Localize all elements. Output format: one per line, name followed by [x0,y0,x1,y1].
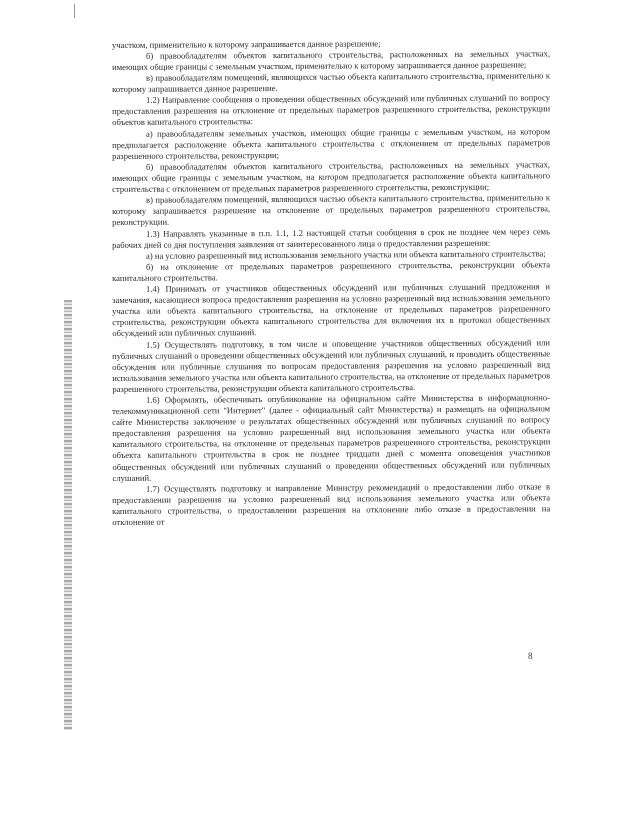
paragraph: участком, применительно к которому запрашивается данное разрешение; [112,38,381,50]
paragraph: 1.3) Направлять указанные в п.п. 1.1, 1.2 настоящей статьи сообщения в срок не позднее чем через семь рабочих дней со дня поступления заявления от заинтересованного лица о предоставлении разрешения: [112,225,551,250]
paragraph: б) правообладателям объектов капитального строительства, расположенных на земельных участках, имеющих общие границы с земельным участком, применительно к которому запрашивается данное разрешение; [112,48,551,73]
paragraph: а) правообладателям земельных участков, имеющих общие границы с земельным участком, на котором предполагается расположение объекта капитального строительства с отклонением от предельных параметров разрешенного строительства, реконструкции; [112,126,551,161]
paragraph: 1.2) Направление сообщения о проведении общественных обсуждений или публичных слушаний по вопросу предоставления разрешения на отклонение от предельных параметров разрешенного строительства, реконструкции объектов капитального строительства: [112,92,551,128]
paragraph: б) правообладателям объектов капитального строительства, расположенных на земельных участках, имеющих общие границы с земельным участком, на котором предполагается расположение объекта капитального строительства с отклонением от предельных параметров разрешенного строительства, реконструкции; [112,159,551,195]
paragraph: 1.5) Осуществлять подготовку, в том числе и оповещение участников общественных обсуждений или публичных слушаний о проведении общественных обсуждений или публичных слушаний, и проводить общественные обсуждения или публичные слушания по вопросам предоставления разрешения на условно разрешенный вид использования земельного участка или объекта капитального строительства, на отклонение от предельных параметров разрешенного строительства, реконструкции объекта капитального строительства. [112,336,551,394]
paragraph: б) на отклонение от предельных параметров разрешенного строительства, реконструкции объекта капитального строительства. [112,259,551,283]
document-page [112,40,550,528]
page-number: 8 [528,651,533,661]
paragraph: а) на условно разрешенный вид использования земельного участка или объекта капитального строительства; [145,248,546,261]
paragraph: 1.4) Принимать от участников общественных обсуждений или публичных слушаний предложения и замечания, касающиеся вопроса предоставления разрешения на условно разрешенный вид использования земельного участка или объекта капитального строительства, на отклонение от предельных параметров разрешенного строительства, реконструкции объекта капитального строительства для включения их в протокол общественных обсуждений или публичных слушаний. [112,281,551,339]
scan-binding-edge [64,300,72,730]
paragraph: 1.7) Осуществлять подготовку и направление Министру рекомендаций о предоставлении либо отказе в предоставлении разрешения на условно разрешенный вид использования земельного участка или объекта капитального строительства, о предоставлении разрешения на отклонение либо отказе в предоставлении на отклонение от [112,481,551,528]
paragraph: 1.6) Оформлять, обеспечивать опубликование на официальном сайте Министерства в информационно-телекоммуникационной сети "Интернет" (далее - официальный сайт Министерства) и размещать на официальном сайте Министерства заключение о результатах общественных обсуждений или публичных слушаний по вопросу предоставления разрешения на условно разрешенный вид использования земельного участка или объекта капитального строительства, на отклонение от предельных параметров разрешенного строительства, реконструкции объекта капитального строительства в срок не позднее тридцати дней с момента оповещения участников общественных обсуждений или публичных слушаний о проведении общественных обсуждений или публичных слушаний. [112,392,551,483]
scan-mark [74,4,75,18]
paragraph: в) правообладателям помещений, являющихся частью объекта капитального строительства, применительно к которому запрашивается разрешение на отклонение от предельных параметров разрешенного строительства, реконструкции. [112,192,551,228]
paragraph: в) правообладателям помещений, являющихся частью объекта капитального строительства, применительно к которому запрашивается данное разрешение. [112,70,551,95]
